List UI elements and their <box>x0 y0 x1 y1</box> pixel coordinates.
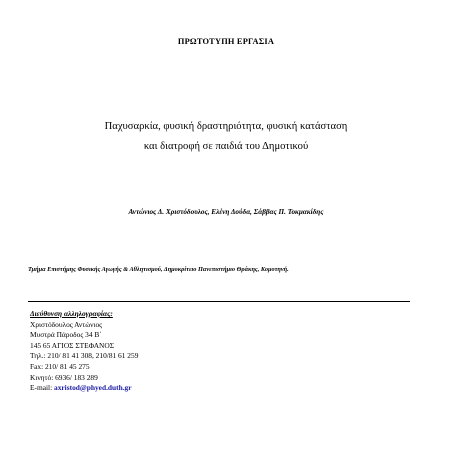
correspondence-fax: Fax: 210/ 81 45 275 <box>30 361 90 371</box>
correspondence-email-line <box>30 383 138 394</box>
correspondence-block <box>30 309 138 394</box>
correspondence-phone: Τηλ.: 210/ 81 41 308, 210/81 61 259 <box>30 351 139 361</box>
correspondence-heading: Διεύθυνση αλληλογραφίας: <box>30 309 113 318</box>
correspondence-city: 145 65 ΑΓΙΟΣ ΣΤΕΦΑΝΟΣ <box>30 340 115 350</box>
paper-title-line-1: Παχυσαρκία, φυσική δραστηριότητα, φυσική κατάσταση <box>104 121 348 132</box>
affiliation: Τμήμα Επιστήμης Φυσικής Αγωγής & Αθλητισμού, Δημοκρίτειο Πανεπιστήμιο Θράκης, Κομοτηνή. <box>28 266 289 273</box>
author-list: Αντώνιος Δ. Χριστόδουλος, Ελένη Δούδα, Σάββας Π. Τοκμακίδης <box>128 208 324 216</box>
paper-title-line-2: και διατροφή σε παιδιά του Δημοτικού <box>143 141 309 152</box>
article-type-heading: ΠΡΩΤΟΤΥΠΗ ΕΡΓΑΣΙΑ <box>177 37 275 46</box>
paper-title <box>0 117 452 157</box>
correspondence-name: Χριστόδουλος Αντώνιος <box>30 319 103 329</box>
correspondence-mobile: Κινητό: 6936/ 183 289 <box>30 372 98 382</box>
correspondence-street: Μυστρά Πάροδος 34 Β΄ <box>30 330 102 340</box>
section-divider <box>28 301 410 302</box>
email-link[interactable]: axristod@phyed.duth.gr <box>54 383 132 393</box>
email-label: E-mail: <box>30 383 55 393</box>
